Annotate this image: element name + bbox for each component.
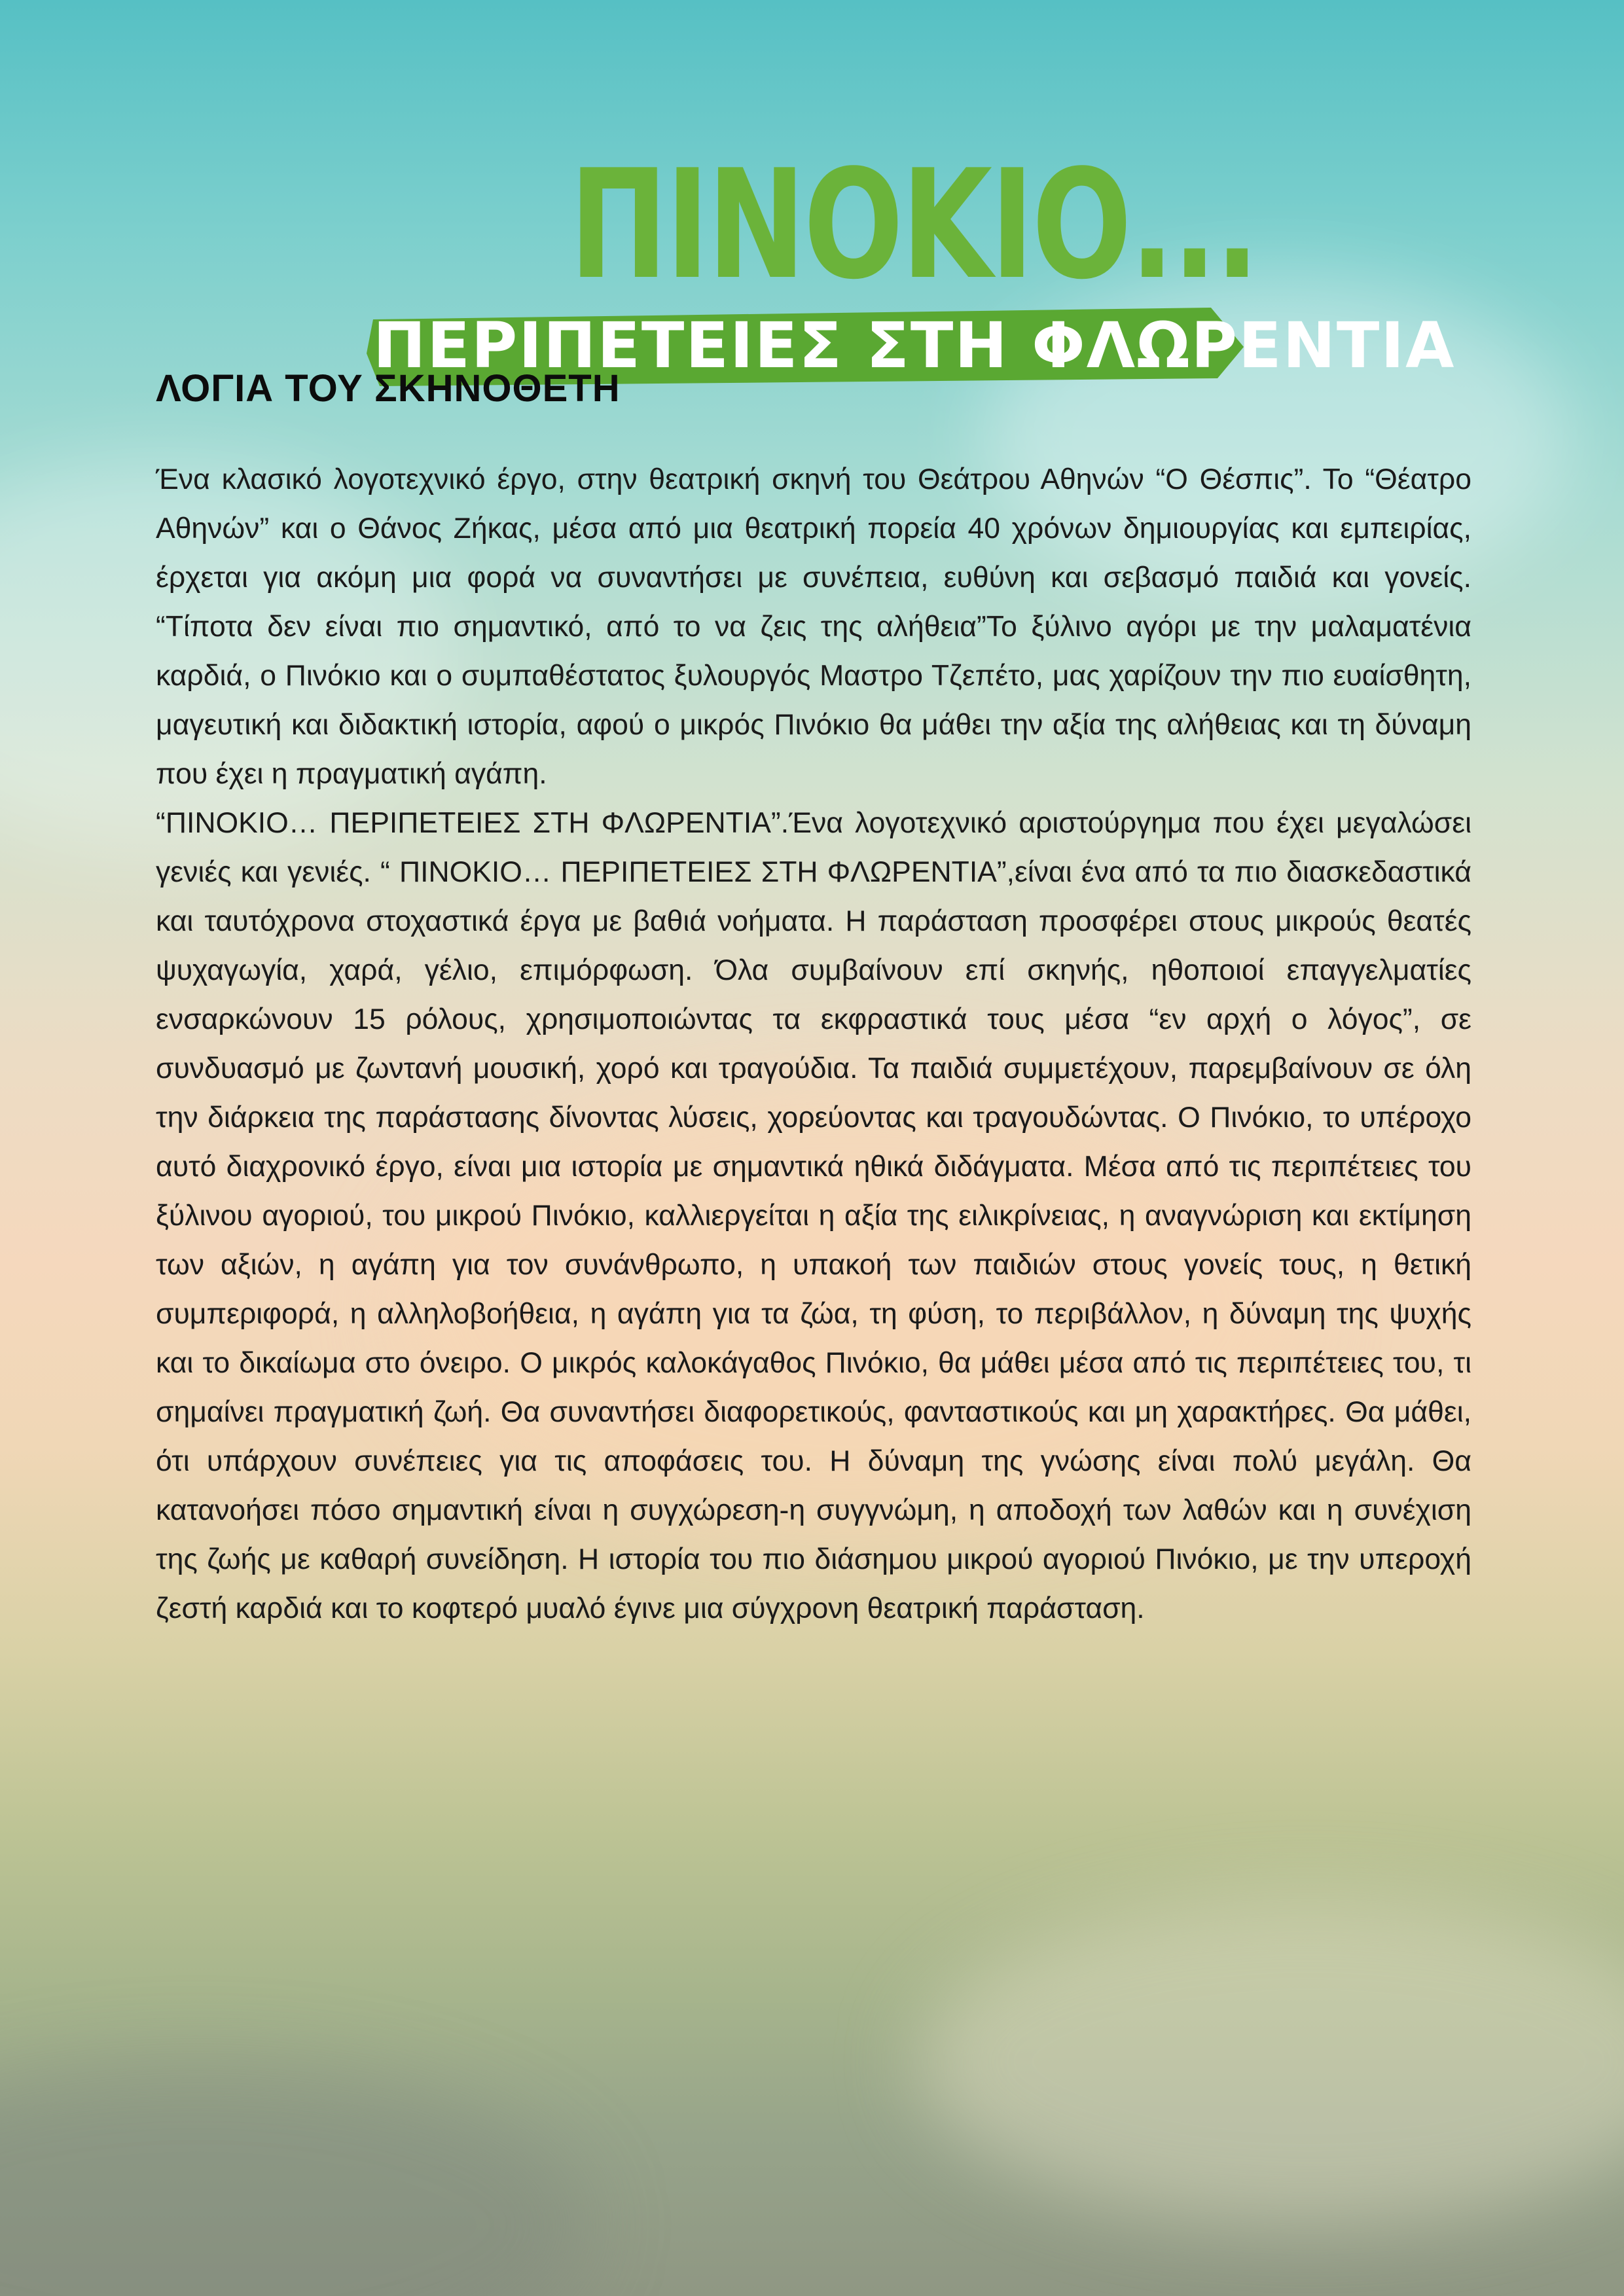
paragraph: Ένα κλασικό λογοτεχνικό έργο, στην θεατρική σκηνή του Θεάτρου Αθηνών “Ο Θέσπις”. Το “Θέατρο Αθηνών” και ο Θάνος Ζήκας, μέσα από μια θεατρική πορεία 40 χρόνων δημιουργίας και εμπειρίας, έρχεται για ακόμη μια φορά να συναντήσει με συνέπεια, ευθύνη και σεβασμό παιδιά και γονείς. “Τίποτα δεν είναι πιο σημαντικό, από το να ζεις της αλήθεια”Το ξύλινο αγόρι με την μαλαματένια καρδιά, ο Πινόκιο και ο συμπαθέστατος ξυλουργός Μαστρο Τζεπέτο, μας χαρίζουν την πιο ευαίσθητη, μαγευτική και διδακτική ιστορία, αφού ο μικρός Πινόκιο θα μάθει την αξία της αλήθειας και τη δύναμη που έχει η πραγματική αγάπη. [156, 463, 1471, 790]
logo-title: ΠΙΝΟΚΙΟ... [569, 138, 1258, 313]
page-heading: ΛΟΓΙΑ ΤΟΥ ΣΚΗΝΟΘΕΤΗ [156, 367, 621, 410]
background-dark-blob [0, 2062, 589, 2296]
paragraph: “ΠΙΝΟΚΙΟ… ΠΕΡΙΠΕΤΕΙΕΣ ΣΤΗ ΦΛΩΡΕΝΤΙΑ”.Ένα λογοτεχνικό αριστούργημα που έχει μεγαλώσει γενιές και γενιές. “ ΠΙΝΟΚΙΟ… ΠΕΡΙΠΕΤΕΙΕΣ ΣΤΗ ΦΛΩΡΕΝΤΙΑ”,είναι ένα από τα πιο διασκεδαστικά και ταυτόχρονα στοχαστικά έργα με βαθιά νοήματα. Η παράσταση προσφέρει στους μικρούς θεατές ψυχαγωγία, χαρά, γέλιο, επιμόρφωση. Όλα συμβαίνουν επί σκηνής, ηθοποιοί επαγγελματίες ενσαρκώνουν 15 ρόλους, χρησιμοποιώντας τα εκφραστικά τους μέσα “εν αρχή ο λόγος”, σε συνδυασμό με ζωντανή μουσική, χορό και τραγούδια. Τα παιδιά συμμετέχουν, παρεμβαίνουν σε όλη την διάρκεια της παράστασης δίνοντας λύσεις, χορεύοντας και τραγουδώντας. Ο Πινόκιο, το υπέροχο αυτό διαχρονικό έργο, είναι μια ιστορία με σημαντικά ηθικά διδάγματα. Μέσα από τις περιπέτειες του ξύλινου αγοριού, του μικρού Πινόκιο, καλλιεργείται η αξία της ειλικρίνειας, η αναγνώριση και εκτίμηση των αξιών, η αγάπη για τον συνάνθρωπο, η υπακοή των παιδιών στους γονείς τους, η θετική συμπεριφορά, η αλληλοβοήθεια, η αγάπη για τα ζώα, τη φύση, το περιβάλλον, η δύναμη της ψυχής και το δικαίωμα στο όνειρο. Ο μικρός καλοκάγαθος Πινόκιο, θα μάθει μέσα από τις περιπέτειες του, τι σημαίνει πραγματική ζωή. Θα συναντήσει διαφορετικούς, φανταστικούς και μη χαρακτήρες. Θα μάθει, ότι υπάρχουν συνέπειες για τις αποφάσεις του. Η δύναμη της γνώσης είναι πολύ μεγάλη. Θα κατανοήσει πόσο σημαντική είναι η συγχώρεση-η συγγνώμη, η αποδοχή των λαθών και η συνέχιση της ζωής με καθαρή συνείδηση. Η ιστορία του πιο διάσημου μικρού αγοριού Πινόκιο, με την υπεροχή ζεστή καρδιά και το κοφτερό μυαλό έγινε μια σύγχρονη θεατρική παράσταση. [156, 807, 1471, 1624]
director-notes-text [156, 455, 1471, 1633]
show-logo [367, 131, 1456, 406]
background-light-blob [916, 1898, 1624, 2225]
logo-subtitle: ΠΕΡΙΠΕΤΕΙΕΣ ΣΤΗ ΦΛΩΡΕΝΤΙΑ [373, 309, 1456, 382]
